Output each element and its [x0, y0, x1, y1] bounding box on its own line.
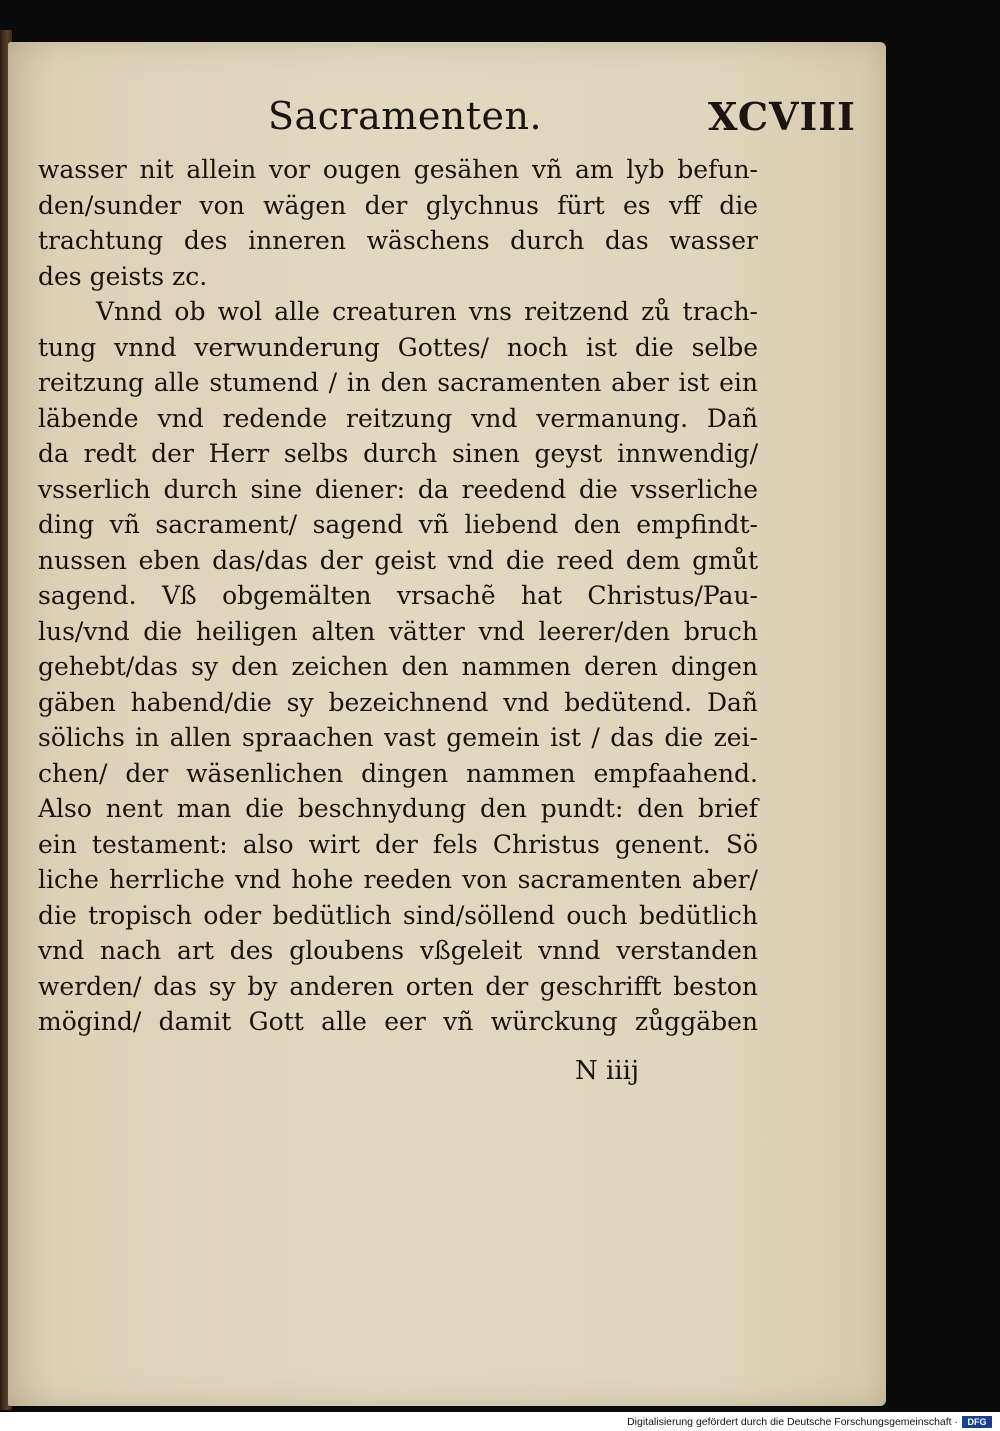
text-line: ding vñ sacrament/ sagend vñ liebend den empfindt‑: [38, 510, 758, 539]
text-line: läbende vnd redende reitzung vnd vermanung. Dañ: [38, 403, 758, 433]
signature-mark: N iiij: [575, 1056, 640, 1086]
text-line: chen/ der wäsenlichen dingen nammen empfaahend.: [38, 758, 758, 788]
text-line: vnd nach art des gloubens vßgeleit vnnd verstanden: [38, 936, 758, 965]
text-line: den/sunder von wägen der glychnus fürt es vff die: [38, 190, 758, 220]
text-line: Vnnd ob wol alle creaturen vns reitzend zů trach‑: [96, 297, 758, 326]
text-line: gehebt/das sy den zeichen den nammen deren dingen: [38, 652, 758, 681]
digitization-credit: Digitalisierung gefördert durch die Deutsche Forschungsgemeinschaft ·: [627, 1416, 958, 1428]
text-line: liche herrliche vnd hohe reeden von sacramenten aber/: [38, 865, 758, 894]
text-line: reitzung alle stumend / in den sacramenten aber ist ein: [38, 368, 758, 397]
dfg-logo: DFG: [962, 1416, 992, 1428]
text-line: vsserlich durch sine diener: da reedend die vsserliche: [38, 474, 758, 504]
text-line: Also nent man die beschnydung den pundt: den brief: [38, 794, 758, 823]
text-line: ein testament: also wirt der fels Christus genent. Sö: [38, 829, 758, 859]
text-line: trachtung des inneren wäschens durch das wasser: [38, 226, 758, 255]
folio-number: XCVIII: [708, 94, 856, 139]
text-line: nussen eben das/das der geist vnd die reed dem gmůt: [38, 545, 758, 575]
text-line: werden/ das sy by anderen orten der geschrifft beston: [38, 971, 758, 1001]
running-head: Sacramenten.: [268, 94, 543, 138]
text-line: sölichs in allen spraachen vast gemein ist / das die zei‑: [38, 723, 758, 752]
text-line: des geists zc.: [38, 261, 208, 291]
text-line: da redt der Herr selbs durch sinen geyst innwendig/: [38, 439, 758, 468]
text-line: sagend. Vß obgemälten vrsachẽ hat Christus/Pau‑: [38, 581, 758, 610]
text-line: mögind/ damit Gott alle eer vñ würckung zůggäben: [38, 1007, 758, 1036]
text-line: die tropisch oder bedütlich sind/söllend ouch bedütlich: [38, 900, 758, 930]
text-line: gäben habend/die sy bezeichnend vnd bedütend. Dañ: [38, 687, 758, 717]
text-line: wasser nit allein vor ougen gesähen vñ am lyb befun‑: [38, 155, 758, 184]
body-text: [38, 152, 758, 1040]
text-line: lus/vnd die heiligen alten vätter vnd leerer/den bruch: [38, 616, 758, 646]
text-line: tung vnnd verwunderung Gottes/ noch ist die selbe: [38, 332, 758, 362]
